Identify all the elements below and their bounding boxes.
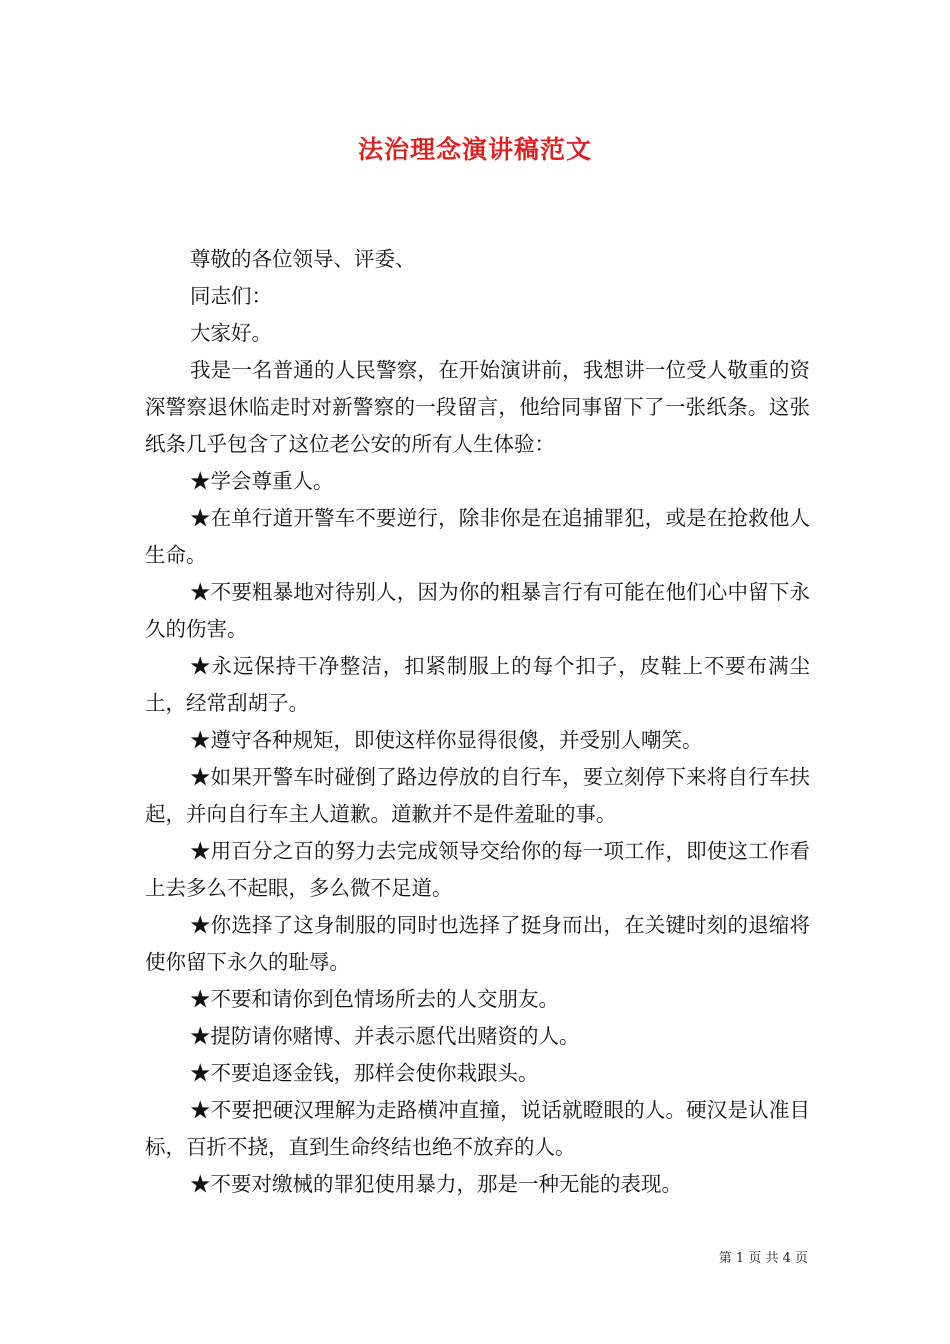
rule-item: ★遵守各种规矩，即使这样你显得很傻，并受别人嘲笑。 [190, 728, 703, 752]
greeting-line: 大家好。 [190, 321, 272, 345]
rule-item: ★用百分之百的努力去完成领导交给你的每一项工作，即使这工作看上去多么不起眼，多么微不足道。 [145, 839, 810, 900]
rule-item: ★不要和请你到色情场所去的人交朋友。 [190, 987, 559, 1011]
page-number-footer: 第 1 页 共 4 页 [718, 1251, 808, 1266]
rule-item: ★你选择了这身制服的同时也选择了挺身而出，在关键时刻的退缩将使你留下永久的耻辱。 [145, 913, 810, 974]
intro-paragraph: 我是一名普通的人民警察，在开始演讲前，我想讲一位受人敬重的资深警察退休临走时对新警察的一段留言，他给同事留下了一张纸条。这张纸条几乎包含了这位老公安的所有人生体验： [145, 358, 810, 456]
document-title: 法治理念演讲稿范文 [357, 135, 592, 164]
document-body [145, 241, 810, 1203]
rule-item: ★提防请你赌博、并表示愿代出赌资的人。 [190, 1024, 580, 1048]
salutation-line: 尊敬的各位领导、评委、 [190, 247, 416, 271]
rule-item: ★永远保持干净整洁，扣紧制服上的每个扣子，皮鞋上不要布满尘土，经常刮胡子。 [145, 654, 810, 715]
rule-item: ★学会尊重人。 [190, 469, 334, 493]
rule-item: ★不要对缴械的罪犯使用暴力，那是一种无能的表现。 [190, 1172, 682, 1196]
rule-item: ★不要追逐金钱，那样会使你栽跟头。 [190, 1061, 539, 1085]
rule-item: ★在单行道开警车不要逆行，除非你是在追捕罪犯，或是在抢救他人生命。 [145, 506, 810, 567]
salutation-line: 同志们： [190, 284, 272, 308]
rule-item: ★如果开警车时碰倒了路边停放的自行车，要立刻停下来将自行车扶起，并向自行车主人道歉。道歉并不是件羞耻的事。 [145, 765, 810, 826]
rule-item: ★不要把硬汉理解为走路横冲直撞，说话就瞪眼的人。硬汉是认准目标，百折不挠，直到生命终结也绝不放弃的人。 [145, 1098, 810, 1159]
rule-item: ★不要粗暴地对待别人，因为你的粗暴言行有可能在他们心中留下永久的伤害。 [145, 580, 810, 641]
